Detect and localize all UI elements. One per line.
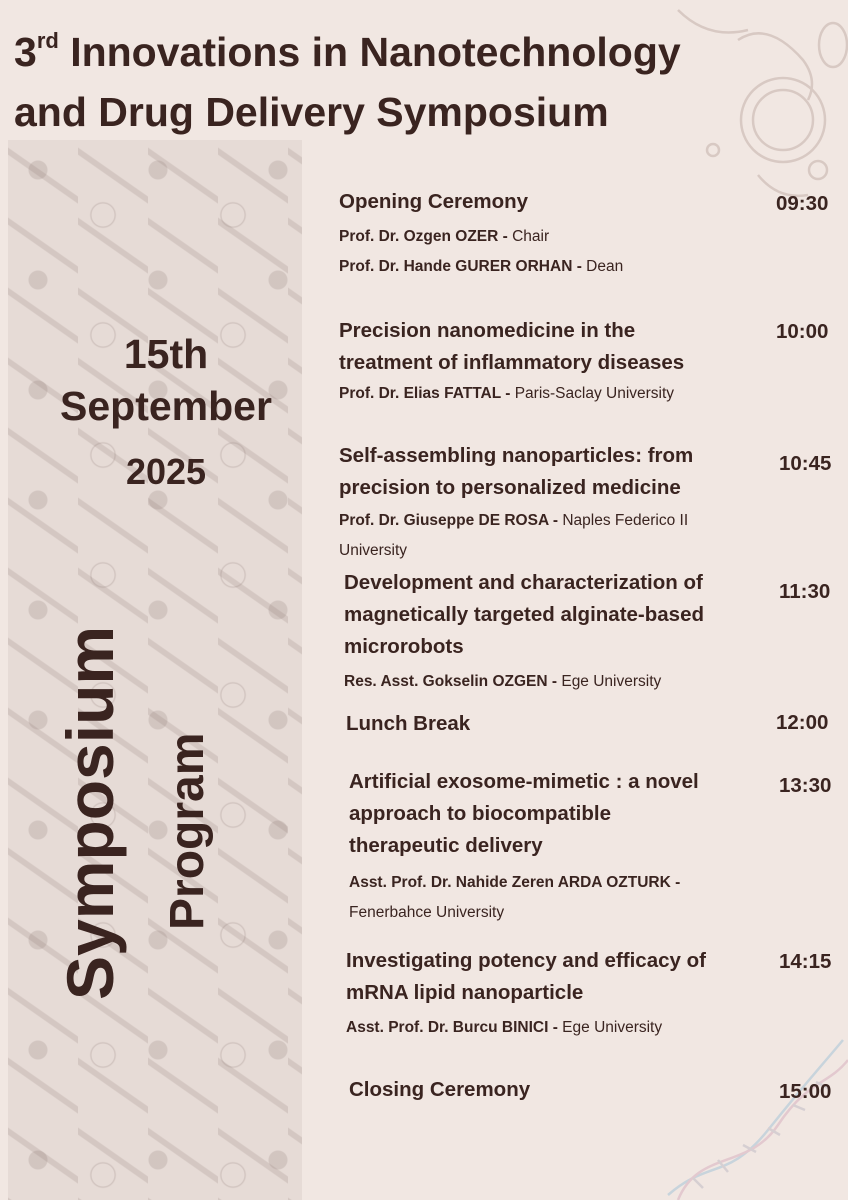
title-line2: and Drug Delivery Symposium — [14, 89, 609, 135]
session-title: Precision nanomedicine in the — [339, 319, 636, 342]
event-date — [30, 328, 302, 494]
session-title: Closing Ceremony — [349, 1078, 531, 1101]
session-title: therapeutic delivery — [349, 834, 543, 857]
speaker-line — [349, 898, 769, 928]
speaker-line — [346, 1013, 766, 1043]
session-title: Artificial exosome-mimetic : a novel — [349, 770, 699, 793]
speaker-name: Prof. Dr. Hande GURER ORHAN - — [339, 258, 582, 275]
speaker-affiliation: Ege University — [557, 673, 662, 690]
program-entry — [344, 567, 764, 697]
speaker-affiliation: Paris-Saclay University — [510, 385, 675, 402]
session-speakers — [339, 222, 759, 282]
session-time: 12:00 — [776, 711, 829, 734]
symposium-title — [14, 22, 794, 142]
speaker-line — [339, 222, 759, 252]
program-entry — [339, 186, 759, 282]
session-time: 13:30 — [779, 774, 832, 797]
speaker-name: Prof. Dr. Giuseppe DE ROSA - — [339, 512, 559, 529]
date-day: 15th — [123, 331, 209, 377]
session-speakers — [349, 868, 769, 928]
speaker-affiliation: Dean — [581, 258, 624, 275]
session-title: Opening Ceremony — [339, 190, 529, 213]
session-title: mRNA lipid nanoparticle — [346, 981, 584, 1004]
title-number: 3 — [14, 29, 37, 75]
speaker-affiliation: Chair — [507, 228, 550, 245]
title-line1: Innovations in Nanotechnology — [58, 29, 681, 75]
speaker-name: Prof. Dr. Ozgen OZER - — [339, 228, 508, 245]
session-title: magnetically targeted alginate-based — [344, 603, 705, 626]
session-time: 14:15 — [779, 950, 832, 973]
speaker-line — [339, 252, 759, 282]
speaker-affiliation: Naples Federico II University — [339, 512, 689, 559]
session-speakers — [339, 379, 759, 409]
session-time: 10:00 — [776, 320, 829, 343]
speaker-line — [339, 506, 759, 566]
speaker-line — [344, 667, 764, 697]
program-entry — [346, 945, 766, 1043]
session-speakers — [344, 667, 764, 697]
session-title: Investigating potency and efficacy of — [346, 949, 706, 972]
program-entry — [349, 1074, 769, 1106]
session-time: 10:45 — [779, 452, 832, 475]
session-title: precision to personalized medicine — [339, 476, 681, 499]
vertical-label-program: Program — [161, 732, 214, 930]
vertical-label-symposium: Symposium — [53, 625, 127, 1000]
session-time: 11:30 — [779, 580, 831, 603]
program-entry — [339, 315, 759, 409]
speaker-name: Prof. Dr. Elias FATTAL - — [339, 385, 511, 402]
speaker-name: Asst. Prof. Dr. Nahide Zeren ARDA OZTURK - — [349, 874, 681, 891]
dna-helix-illustration — [648, 1030, 848, 1200]
session-title: treatment of inflammatory diseases — [339, 351, 685, 374]
session-time: 15:00 — [779, 1080, 832, 1103]
session-title: microrobots — [344, 635, 464, 658]
program-entry — [346, 708, 766, 740]
speaker-name: Asst. Prof. Dr. Burcu BINICI - — [346, 1019, 558, 1036]
speaker-name: Res. Asst. Gokselin OZGEN - — [344, 673, 558, 690]
session-title: approach to biocompatible — [349, 802, 611, 825]
program-entry — [349, 766, 769, 928]
date-month: September — [60, 383, 272, 429]
session-speakers — [339, 506, 759, 566]
speaker-line — [339, 379, 759, 409]
session-title: Development and characterization of — [344, 571, 703, 594]
session-speakers — [346, 1013, 766, 1043]
speaker-affiliation: Fenerbahce University — [349, 904, 505, 921]
speaker-affiliation: Ege University — [557, 1019, 663, 1036]
program-entry — [339, 440, 759, 566]
session-time: 09:30 — [776, 192, 829, 215]
session-title: Lunch Break — [346, 712, 471, 735]
title-ordinal-suffix: rd — [36, 28, 59, 53]
date-year: 2025 — [125, 451, 207, 492]
speaker-line — [349, 868, 769, 898]
session-title: Self-assembling nanoparticles: from — [339, 444, 694, 467]
